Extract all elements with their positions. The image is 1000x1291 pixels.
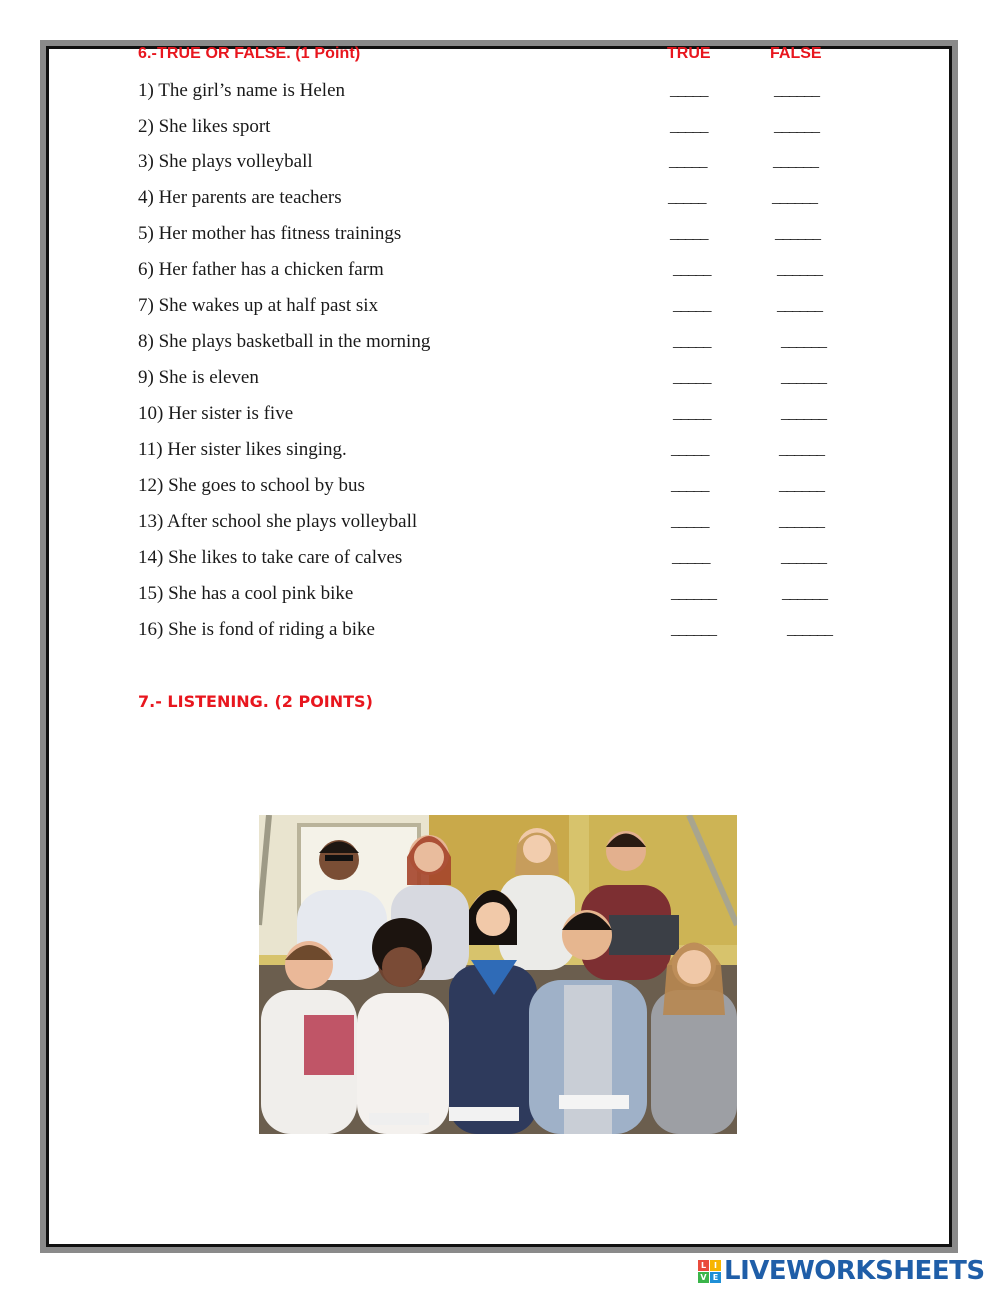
true-answer-blank[interactable]: _____ [673,295,711,314]
true-answer-blank[interactable]: _____ [670,116,708,135]
question-row [138,619,898,647]
question-row [138,547,898,575]
question-text: 14) She likes to take care of calves [138,547,403,568]
false-answer-blank[interactable]: ______ [777,259,822,278]
question-text: 2) She likes sport [138,116,271,137]
logo-block: E [710,1272,721,1283]
true-answer-blank[interactable]: _____ [670,223,708,242]
logo-block: V [698,1272,709,1283]
false-answer-blank[interactable]: ______ [777,295,822,314]
question-row [138,295,898,323]
logo-block: L [698,1260,709,1271]
false-answer-blank[interactable]: ______ [779,439,824,458]
question-row [138,439,898,467]
question-row [138,583,898,611]
logo-block: I [710,1260,721,1271]
true-answer-blank[interactable]: ______ [671,583,716,602]
section-7-title: 7.- LISTENING. (2 POINTS) [138,692,373,711]
question-row [138,403,898,431]
question-text: 1) The girl’s name is Helen [138,80,346,101]
question-row [138,259,898,287]
question-text: 9) She is eleven [138,367,259,388]
false-answer-blank[interactable]: ______ [782,583,827,602]
false-column-header: FALSE [770,45,822,62]
question-text: 6) Her father has a chicken farm [138,259,384,280]
question-row [138,367,898,395]
true-answer-blank[interactable]: _____ [673,367,711,386]
question-row [138,475,898,503]
false-answer-blank[interactable]: ______ [781,331,826,350]
question-text: 4) Her parents are teachers [138,187,342,208]
false-answer-blank[interactable]: ______ [781,403,826,422]
students-group-photo [259,815,737,1134]
true-answer-blank[interactable]: _____ [672,547,710,566]
students-photo-illustration [259,815,737,1134]
question-text: 7) She wakes up at half past six [138,295,379,316]
true-answer-blank[interactable]: ______ [671,619,716,638]
false-answer-blank[interactable]: ______ [779,475,824,494]
question-text: 8) She plays basketball in the morning [138,331,431,352]
true-answer-blank[interactable]: _____ [671,511,709,530]
question-row [138,331,898,359]
false-answer-blank[interactable]: ______ [774,116,819,135]
question-row [138,80,898,108]
question-text: 13) After school she plays volleyball [138,511,418,532]
true-answer-blank[interactable]: _____ [673,259,711,278]
logo-blocks-icon [698,1260,721,1283]
true-answer-blank[interactable]: _____ [673,403,711,422]
question-row [138,223,898,251]
question-text: 16) She is fond of riding a bike [138,619,375,640]
question-row [138,187,898,215]
true-answer-blank[interactable]: _____ [669,151,707,170]
true-answer-blank[interactable]: _____ [668,187,706,206]
liveworksheets-logo[interactable] [698,1256,985,1286]
question-row [138,511,898,539]
question-row [138,116,898,144]
question-text: 15) She has a cool pink bike [138,583,354,604]
question-row [138,151,898,179]
false-answer-blank[interactable]: ______ [775,223,820,242]
true-answer-blank[interactable]: _____ [671,475,709,494]
false-answer-blank[interactable]: ______ [781,367,826,386]
true-column-header: TRUE [667,45,711,62]
question-text: 12) She goes to school by bus [138,475,365,496]
false-answer-blank[interactable]: ______ [774,80,819,99]
false-answer-blank[interactable]: ______ [781,547,826,566]
question-text: 11) Her sister likes singing. [138,439,347,460]
false-answer-blank[interactable]: ______ [779,511,824,530]
logo-text: LIVEWORKSHEETS [724,1256,985,1286]
false-answer-blank[interactable]: ______ [787,619,832,638]
question-text: 5) Her mother has fitness trainings [138,223,402,244]
false-answer-blank[interactable]: ______ [772,187,817,206]
question-text: 3) She plays volleyball [138,151,313,172]
section-6-title: 6.-TRUE OR FALSE. (1 Point) [138,45,361,62]
true-answer-blank[interactable]: _____ [670,80,708,99]
true-answer-blank[interactable]: _____ [671,439,709,458]
true-answer-blank[interactable]: _____ [673,331,711,350]
false-answer-blank[interactable]: ______ [773,151,818,170]
question-text: 10) Her sister is five [138,403,294,424]
